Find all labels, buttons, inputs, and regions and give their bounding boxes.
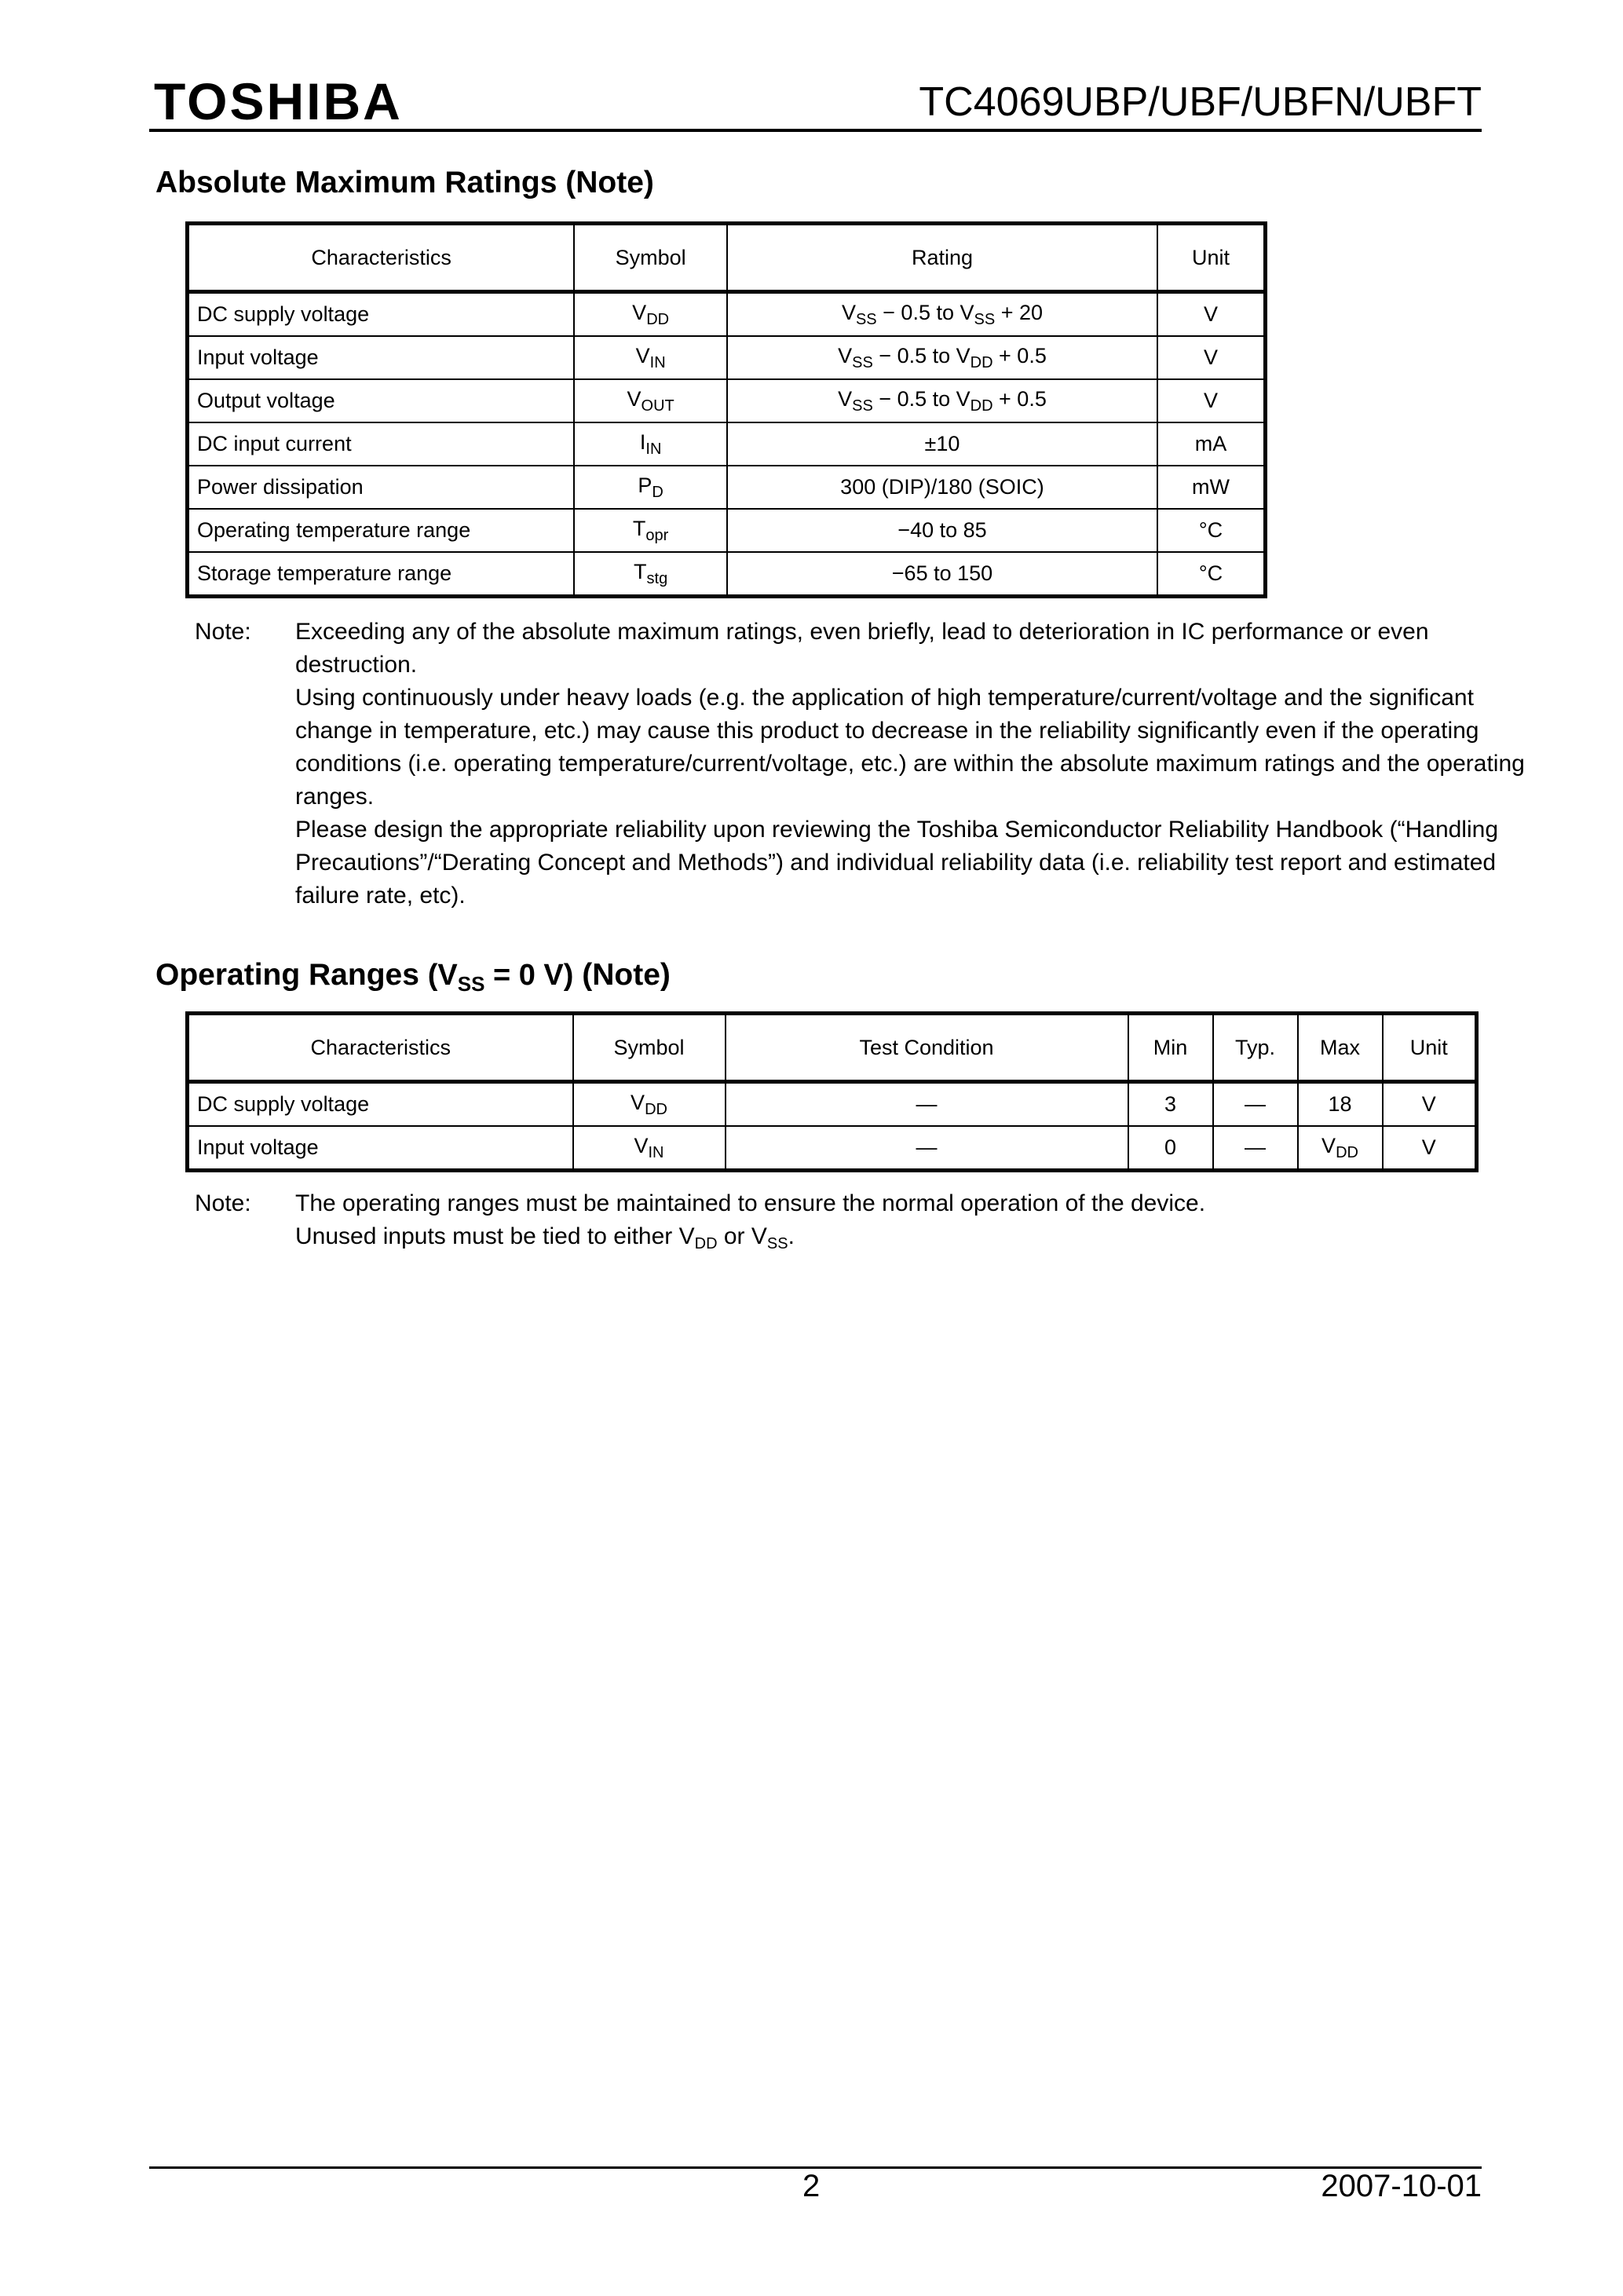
col-min: Min [1128, 1014, 1213, 1082]
note-paragraph: Exceeding any of the absolute maximum ratings, even briefly, lead to deterioration in IC performance or even destruction. [295, 619, 1429, 678]
unit-cell: mA [1157, 422, 1266, 466]
characteristic-cell: Power dissipation [188, 466, 575, 509]
table-row [188, 509, 1266, 552]
unit-cell: V [1383, 1082, 1477, 1127]
rating-cell: −40 to 85 [727, 509, 1157, 552]
condition-cell: — [726, 1126, 1128, 1171]
header-divider [149, 129, 1482, 132]
note-line: The operating ranges must be maintained to ensure the normal operation of the device. [295, 1190, 1206, 1216]
symbol-cell: $V_{OUT}$ [574, 379, 727, 422]
op-ranges-table [185, 1011, 1479, 1172]
symbol-cell: $P_D$ [574, 466, 727, 509]
symbol-cell: $T_{stg}$ [574, 552, 727, 597]
unit-cell: V [1157, 292, 1266, 337]
col-typ: Typ. [1213, 1014, 1298, 1082]
table-row [188, 379, 1266, 422]
characteristic-cell: DC supply voltage [188, 292, 575, 337]
part-number: TC4069UBP/UBF/UBFN/UBFT [919, 79, 1482, 125]
unit-cell: V [1383, 1126, 1477, 1171]
characteristic-cell: Output voltage [188, 379, 575, 422]
note-paragraph: Using continuously under heavy loads (e.g. the application of high temperature/current/voltage and the significant change in temperature, etc.) may cause this product to decrease in the reliability significantly even if the operating conditions (i.e. operating temperature/current/voltage, etc.) are within the absolute maximum ratings and the operating ranges. [295, 685, 1525, 810]
characteristic-cell: Input voltage [188, 1126, 573, 1171]
op-ranges-title-note: (Note) [573, 958, 671, 992]
table-row [188, 336, 1266, 379]
col-rating: Rating [727, 224, 1157, 292]
col-test-condition: Test Condition [726, 1014, 1128, 1082]
unit-cell: °C [1157, 552, 1266, 597]
table-row [188, 552, 1266, 597]
rating-cell: 300 (DIP)/180 (SOIC) [727, 466, 1157, 509]
characteristic-cell: DC supply voltage [188, 1082, 573, 1127]
unit-cell: V [1157, 379, 1266, 422]
col-characteristics: Characteristics [188, 1014, 573, 1082]
condition-cell: — [726, 1082, 1128, 1127]
typ-cell: — [1213, 1126, 1298, 1171]
characteristic-cell: Storage temperature range [188, 552, 575, 597]
unit-cell: V [1157, 336, 1266, 379]
symbol-cell: $V_{IN}$ [573, 1126, 726, 1171]
note-paragraph: Please design the appropriate reliability upon reviewing the Toshiba Semiconductor Reliability Handbook (“Handling Precautions”/“Derating Concept and Methods”) and individual reliability data (i.e. reliability test report and estimated failure rate, etc). [295, 817, 1499, 909]
abs-max-table [185, 221, 1267, 598]
page-number: 2 [802, 2169, 821, 2203]
symbol-cell: $V_{DD}$ [573, 1082, 726, 1127]
col-unit: Unit [1383, 1014, 1477, 1082]
col-symbol: Symbol [574, 224, 727, 292]
rating-cell: $V_{SS} - 0.5$ to $V_{SS} + 20$ [727, 292, 1157, 337]
col-unit: Unit [1157, 224, 1266, 292]
note-label: Note: [195, 619, 251, 645]
symbol-cell: $T_{opr}$ [574, 509, 727, 552]
col-symbol: Symbol [573, 1014, 726, 1082]
min-cell: 0 [1128, 1126, 1213, 1171]
rating-cell: $V_{SS} - 0.5$ to $V_{DD} + 0.5$ [727, 336, 1157, 379]
rating-cell: $V_{SS} - 0.5$ to $V_{DD} + 0.5$ [727, 379, 1157, 422]
op-ranges-title-main: Operating Ranges [155, 958, 428, 992]
col-max: Max [1298, 1014, 1383, 1082]
table-row [188, 422, 1266, 466]
symbol-cell: $V_{DD}$ [574, 292, 727, 337]
publish-date: 2007-10-01 [1321, 2169, 1482, 2203]
symbol-cell: $I_{IN}$ [574, 422, 727, 466]
rating-cell: −65 to 150 [727, 552, 1157, 597]
characteristic-cell: Input voltage [188, 336, 575, 379]
table-row [188, 292, 1266, 337]
op-ranges-title-cond: ($V_{SS} = 0$ V) [427, 959, 574, 996]
max-cell: $V_{DD}$ [1298, 1126, 1383, 1171]
rating-cell: ±10 [727, 422, 1157, 466]
op-ranges-title [155, 960, 671, 994]
table-header-row [188, 1014, 1477, 1082]
symbol-cell: $V_{IN}$ [574, 336, 727, 379]
table-row [188, 466, 1266, 509]
brand-logo: TOSHIBA [154, 72, 403, 130]
table-header-row [188, 224, 1266, 292]
unit-cell: °C [1157, 509, 1266, 552]
note-label: Note: [195, 1190, 251, 1216]
table-row [188, 1082, 1477, 1127]
characteristic-cell: DC input current [188, 422, 575, 466]
unit-cell: mW [1157, 466, 1266, 509]
min-cell: 3 [1128, 1082, 1213, 1127]
abs-max-title: Absolute Maximum Ratings (Note) [155, 166, 654, 199]
typ-cell: — [1213, 1082, 1298, 1127]
max-cell: 18 [1298, 1082, 1383, 1127]
characteristic-cell: Operating temperature range [188, 509, 575, 552]
col-characteristics: Characteristics [188, 224, 575, 292]
note-line: Unused inputs must be tied to either $V_{DD}$ or $V_{SS}$. [295, 1223, 795, 1252]
table-row [188, 1126, 1477, 1171]
